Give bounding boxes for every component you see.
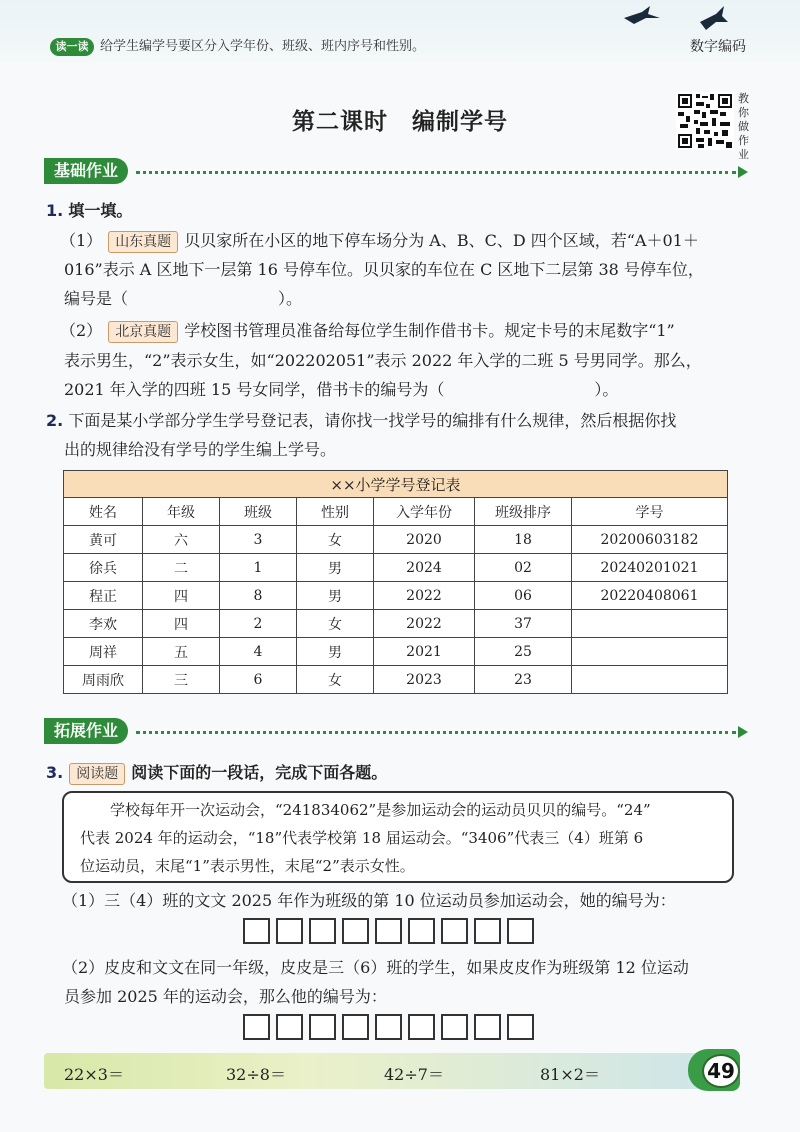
read-badge: 读一读 xyxy=(50,38,94,56)
q1-p1-index: （1） xyxy=(60,231,103,250)
passage-text xyxy=(80,796,720,880)
chapter-label: 数字编码 xyxy=(690,39,746,55)
q3-sub2-line2: 员参加 2025 年的运动会，那么他的编号为： xyxy=(64,987,387,1006)
cell-class: 6 xyxy=(220,666,297,694)
cell-class: 4 xyxy=(220,638,297,666)
student-register-table xyxy=(63,470,728,694)
mental-math-item: 81×2＝ xyxy=(540,1065,600,1084)
q3-sub2-line1: （2）皮皮和文文在同一年级，皮皮是三（6）班的学生，如果皮皮作为班级第 12 位运动 xyxy=(62,958,689,977)
cell-name: 周祥 xyxy=(64,638,143,666)
cell-year: 2023 xyxy=(374,666,475,694)
answer-boxes-1 xyxy=(243,918,534,944)
col-header: 性别 xyxy=(297,498,374,526)
col-header: 学号 xyxy=(572,498,728,526)
q1-p2-text1: 学校图书管理员准备给每位学生制作借书卡。规定卡号的末尾数字“1” xyxy=(184,321,675,340)
q1-p1-text1: 贝贝家所在小区的地下停车场分为 A、B、C、D 四个区域，若“A＋01＋ xyxy=(184,231,699,250)
table-row xyxy=(64,554,728,582)
cell-order: 06 xyxy=(475,582,572,610)
digit-box[interactable] xyxy=(441,918,468,944)
q2-number: 2. xyxy=(46,411,64,430)
cell-class: 8 xyxy=(220,582,297,610)
q1-p1-text3b: ）。 xyxy=(278,289,303,308)
cell-student-id-blank[interactable] xyxy=(572,666,728,694)
digit-box[interactable] xyxy=(309,918,336,944)
cell-gender: 女 xyxy=(297,610,374,638)
table-row xyxy=(64,610,728,638)
digit-box[interactable] xyxy=(507,1014,534,1040)
q1-p2-line2: 表示男生，“2”表示女生，如“202202051”表示 2022 年入学的二班 5 号男同学。那么， xyxy=(64,351,702,370)
cell-gender: 男 xyxy=(297,582,374,610)
q2-line2: 出的规律给没有学号的学生编上学号。 xyxy=(64,440,337,459)
digit-box[interactable] xyxy=(276,918,303,944)
cell-order: 37 xyxy=(475,610,572,638)
section-extended-badge: 拓展作业 xyxy=(44,718,128,744)
cell-student-id: 20240201021 xyxy=(572,554,728,582)
q1-heading xyxy=(46,200,132,222)
table-row xyxy=(64,582,728,610)
page-title: 第二课时 编制学号 xyxy=(292,109,508,135)
q1-p2-text3b: ）。 xyxy=(594,380,619,399)
digit-box[interactable] xyxy=(375,918,402,944)
answer-boxes-2 xyxy=(243,1014,534,1040)
col-header: 入学年份 xyxy=(374,498,475,526)
q3-title: 阅读下面的一段话，完成下面各题。 xyxy=(131,763,388,782)
cell-grade: 六 xyxy=(143,526,220,554)
cell-name: 徐兵 xyxy=(64,554,143,582)
cell-gender: 女 xyxy=(297,526,374,554)
cell-name: 黄可 xyxy=(64,526,143,554)
cell-class: 1 xyxy=(220,554,297,582)
digit-box[interactable] xyxy=(408,918,435,944)
col-header: 姓名 xyxy=(64,498,143,526)
cell-grade: 四 xyxy=(143,582,220,610)
table-header-row xyxy=(64,498,728,526)
q1-p2-line1 xyxy=(60,320,675,343)
cell-year: 2020 xyxy=(374,526,475,554)
q3-heading xyxy=(46,762,387,785)
table-row xyxy=(64,666,728,694)
mental-math-bar xyxy=(44,1053,704,1089)
table-row xyxy=(64,638,728,666)
read-tip: 给学生编学号要区分入学年份、班级、班内序号和性别。 xyxy=(100,39,426,54)
cell-grade: 二 xyxy=(143,554,220,582)
digit-box[interactable] xyxy=(309,1014,336,1040)
q1-p2-text3a: 2021 年入学的四班 15 号女同学，借书卡的编号为（ xyxy=(64,380,445,399)
cell-grade: 五 xyxy=(143,638,220,666)
cell-class: 3 xyxy=(220,526,297,554)
cell-grade: 四 xyxy=(143,610,220,638)
cell-gender: 男 xyxy=(297,554,374,582)
passage-line: 代表 2024 年的运动会，“18”代表学校第 18 届运动会。“3406”代表三（4）班第 6 xyxy=(80,829,644,847)
source-tag: 北京真题 xyxy=(108,321,178,343)
cell-student-id-blank[interactable] xyxy=(572,638,728,666)
arrow-right-icon xyxy=(738,726,748,738)
q3-sub1: （1）三（4）班的文文 2025 年作为班级的第 10 位运动员参加运动会，她的编号为： xyxy=(62,891,676,910)
passage-line: 位运动员，末尾“1”表示男性，末尾“2”表示女性。 xyxy=(80,857,415,875)
arrow-right-icon xyxy=(738,166,748,178)
qr-caption: 教你做作业 xyxy=(738,92,749,161)
cell-student-id: 20200603182 xyxy=(572,526,728,554)
col-header: 班级 xyxy=(220,498,297,526)
cell-year: 2024 xyxy=(374,554,475,582)
q1-p1-line3 xyxy=(64,288,302,310)
digit-box[interactable] xyxy=(243,1014,270,1040)
cell-name: 周雨欣 xyxy=(64,666,143,694)
table-title: ××小学学号登记表 xyxy=(64,471,728,498)
digit-box[interactable] xyxy=(276,1014,303,1040)
section-divider xyxy=(136,171,736,174)
cell-order: 02 xyxy=(475,554,572,582)
cell-name: 程正 xyxy=(64,582,143,610)
cell-year: 2022 xyxy=(374,610,475,638)
q2-text1: 下面是某小学部分学生学号登记表，请你找一找学号的编排有什么规律，然后根据你找 xyxy=(68,411,677,430)
cell-order: 23 xyxy=(475,666,572,694)
q1-number: 1. xyxy=(46,201,64,220)
reading-tag: 阅读题 xyxy=(69,763,125,785)
cell-grade: 三 xyxy=(143,666,220,694)
mental-math-item: 22×3＝ xyxy=(64,1065,124,1084)
qr-code-icon[interactable] xyxy=(676,92,734,150)
q1-p1-text3a: 编号是（ xyxy=(64,289,129,308)
cell-student-id-blank[interactable] xyxy=(572,610,728,638)
section-divider xyxy=(136,731,736,734)
passage-line: 学校每年开一次运动会，“241834062”是参加运动会的运动员贝贝的编号。“24” xyxy=(110,801,651,819)
cell-name: 李欢 xyxy=(64,610,143,638)
digit-box[interactable] xyxy=(441,1014,468,1040)
cell-class: 2 xyxy=(220,610,297,638)
mental-math-item: 32÷8＝ xyxy=(226,1065,286,1084)
digit-box[interactable] xyxy=(243,918,270,944)
source-tag: 山东真题 xyxy=(108,231,178,253)
page-number: 49 xyxy=(702,1054,740,1088)
cell-year: 2022 xyxy=(374,582,475,610)
cell-order: 25 xyxy=(475,638,572,666)
cell-student-id: 20220408061 xyxy=(572,582,728,610)
swallow-icon xyxy=(620,4,730,38)
mental-math-item: 42÷7＝ xyxy=(384,1065,444,1084)
digit-box[interactable] xyxy=(474,1014,501,1040)
section-basic-badge: 基础作业 xyxy=(44,158,128,184)
q1-p1-line1 xyxy=(60,230,699,253)
digit-box[interactable] xyxy=(408,1014,435,1040)
digit-box[interactable] xyxy=(474,918,501,944)
digit-box[interactable] xyxy=(507,918,534,944)
cell-gender: 女 xyxy=(297,666,374,694)
q2-line1 xyxy=(46,410,676,432)
q1-p2-index: （2） xyxy=(60,321,103,340)
digit-box[interactable] xyxy=(375,1014,402,1040)
cell-year: 2021 xyxy=(374,638,475,666)
q1-title: 填一填。 xyxy=(68,201,133,220)
q3-number: 3. xyxy=(46,763,64,782)
digit-box[interactable] xyxy=(342,1014,369,1040)
cell-order: 18 xyxy=(475,526,572,554)
q1-p1-line2: 016”表示 A 区地下一层第 16 号停车位。贝贝家的车位在 C 区地下二层第 38 号停车位， xyxy=(64,260,704,279)
cell-gender: 男 xyxy=(297,638,374,666)
col-header: 班级排序 xyxy=(475,498,572,526)
digit-box[interactable] xyxy=(342,918,369,944)
q1-p2-line3 xyxy=(64,379,618,401)
col-header: 年级 xyxy=(143,498,220,526)
table-row xyxy=(64,526,728,554)
